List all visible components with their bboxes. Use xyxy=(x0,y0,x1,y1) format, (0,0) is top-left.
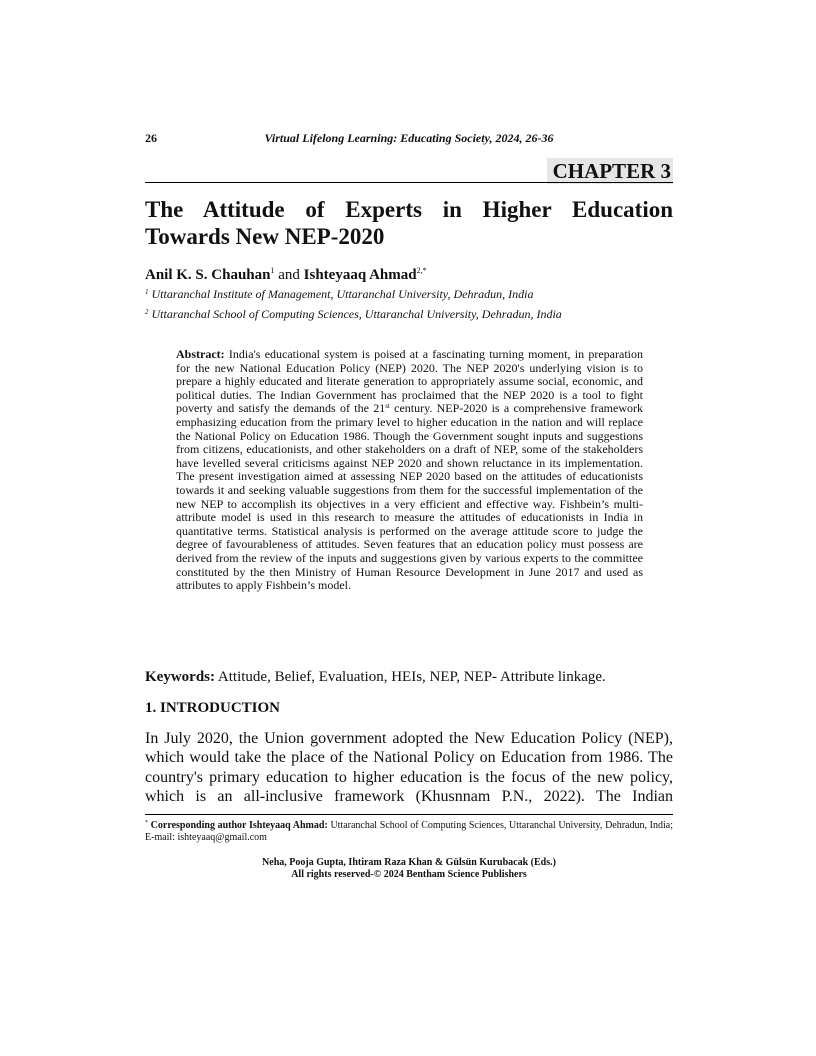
author-list xyxy=(145,262,427,284)
abstract xyxy=(176,348,643,593)
abstract-ordinal: st xyxy=(385,402,390,411)
intro-paragraph: In July 2020, the Union government adopted the New Education Policy (NEP), which would take the place of the National Policy on Education from 1986. The country's primary education to higher education is the focus of the new policy, which is an all-inclusive framework (Khusnnam P.N., 2022). The Indian xyxy=(145,730,673,805)
abstract-text-1: India's educational system is poised at a fascinating turning moment, in preparation for the new National Education Policy (NEP) 2020. The NEP 2020's underlying vision is to prepare a highly educated and literate generation to appropriately assume social, economic, and political duties. The Indian Government has proclaimed that the NEP 2020 is a tool to fight poverty and satisfy the demands of the 21 xyxy=(176,347,643,416)
footnote-mark: * xyxy=(145,820,148,826)
chapter-label: CHAPTER 3 xyxy=(547,158,673,184)
footnote-rule xyxy=(145,814,673,815)
editors-block xyxy=(145,857,673,881)
paper-title xyxy=(145,196,673,250)
affiliation-2-mark: 2 xyxy=(145,308,149,316)
journal-details: , 2024, 26-36 xyxy=(489,131,554,145)
page-number: 26 xyxy=(145,131,157,145)
journal-citation xyxy=(145,131,673,146)
author-connector: and xyxy=(274,267,304,283)
author-2-affil: 2,* xyxy=(416,266,427,275)
title-line-2: Towards New NEP-2020 xyxy=(145,224,385,249)
section-heading: 1. INTRODUCTION xyxy=(145,700,281,716)
keywords xyxy=(145,668,606,686)
keywords-text: Attitude, Belief, Evaluation, HEIs, NEP, NEP- Attribute linkage. xyxy=(215,669,606,685)
running-head xyxy=(145,131,673,147)
author-1-affil: 1 xyxy=(270,266,275,275)
affiliation-1-text: Uttaranchal Institute of Management, Uttaranchal University, Dehradun, India xyxy=(148,287,534,301)
title-line-1: The Attitude of Experts in Higher Education xyxy=(145,197,673,222)
keywords-label: Keywords: xyxy=(145,669,215,685)
abstract-text-2: century. NEP-2020 is a comprehensive framework emphasizing education from the primary level to higher education in the nation and will replace the National Policy on Education 1986. Though the Government sought inputs and suggestions from citizens, educationists, and other stakeholders on a draft of NEP, some of the stakeholders have levelled several criticisms against NEP 2020 and shown reluctance in its implementation. The present investigation aimed at assessing NEP 2020 based on the attitudes of educationists towards it and seeking valuable suggestions from them for the successful implementation of the new NEP to accomplish its objectives in a very efficient and effective way. Fishbein’s multi-attribute model is used in this research to measure the attitudes of educationists in India in quantitative terms. Statistical analysis is performed on the average attitude score to judge the degree of favourableness of attitudes. Seven features that an education policy must possess are derived from the review of the inputs and suggestions given by various experts to the committee constituted by the then Ministry of Human Resource Development in June 2017 and used as attributes to apply Fishbein’s model. xyxy=(176,401,643,593)
copyright-line: All rights reserved-© 2024 Bentham Science Publishers xyxy=(291,869,527,880)
journal-name: Virtual Lifelong Learning: Educating Society xyxy=(264,131,490,145)
footnote-label: Corresponding author Ishteyaaq Ahmad: xyxy=(148,820,328,831)
affiliation-2 xyxy=(145,305,562,321)
editors-line: Neha, Pooja Gupta, Ihtiram Raza Khan & Gülsün Kurubacak (Eds.) xyxy=(262,857,556,868)
footnote-text: Uttaranchal School of Computing Sciences, Uttaranchal University, Dehradun, India; E-mail: ishteyaaq@gmail.com xyxy=(145,820,673,843)
footnote xyxy=(145,817,673,844)
affiliation-2-text: Uttaranchal School of Computing Sciences, Uttaranchal University, Dehradun, India xyxy=(148,307,562,321)
abstract-label: Abstract: xyxy=(176,347,225,361)
affiliation-1 xyxy=(145,285,533,301)
author-1: Anil K. S. Chauhan xyxy=(145,267,271,283)
chapter-rule xyxy=(145,182,673,183)
affiliation-1-mark: 1 xyxy=(145,288,149,296)
author-2: Ishteyaaq Ahmad xyxy=(303,267,417,283)
